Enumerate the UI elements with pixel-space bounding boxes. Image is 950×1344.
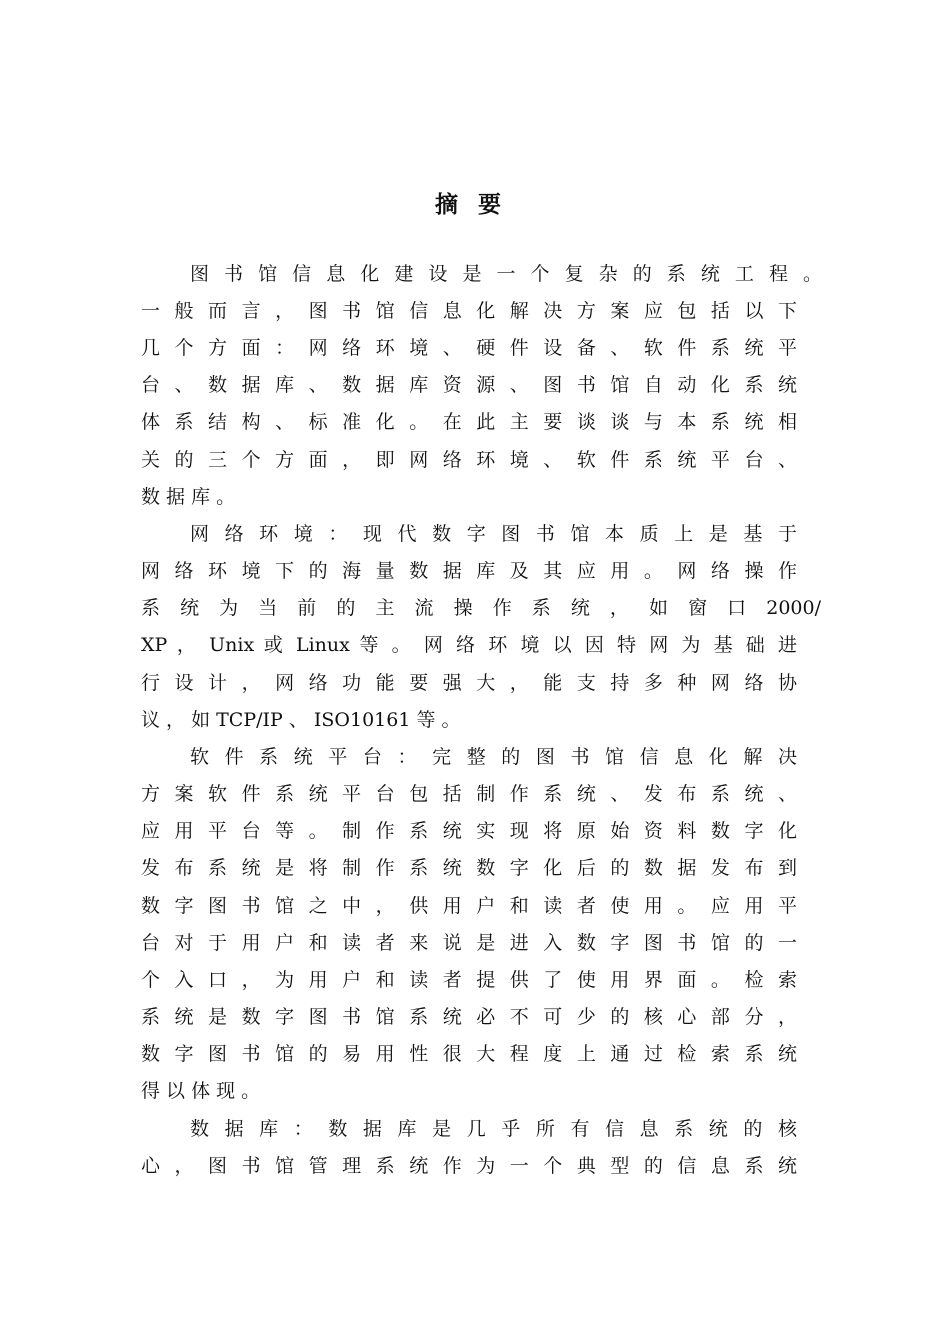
- paragraph-line: 数 据 库 。: [141, 486, 236, 508]
- paragraph-line: 系 统 是 数 字 图 书 馆 系 统 必 不 可 少 的 核 心 部 分 ，: [141, 1006, 797, 1028]
- paragraph-line: 心 ， 图 书 馆 管 理 系 统 作 为 一 个 典 型 的 信 息 系 统: [141, 1155, 797, 1177]
- paragraph-line: 关 的 三 个 方 面 ， 即 网 络 环 境 、 软 件 系 统 平 台 、: [141, 449, 797, 471]
- page-title: 摘 要: [434, 192, 507, 218]
- paragraph-line: 得 以 体 现 。: [141, 1080, 261, 1102]
- paragraph-line: 几 个 方 面 ： 网 络 环 境 、 硬 件 设 备 、 软 件 系 统 平: [141, 337, 797, 359]
- paragraph-line: 台 、 数 据 库 、 数 据 库 资 源 、 图 书 馆 自 动 化 系 统: [141, 374, 797, 396]
- paragraph-line: 网 络 环 境 ： 现 代 数 字 图 书 馆 本 质 上 是 基 于: [190, 523, 797, 545]
- paragraph-line: 发 布 系 统 是 将 制 作 系 统 数 字 化 后 的 数 据 发 布 到: [141, 857, 797, 879]
- paragraph-line: 议 ， 如 TCP/IP 、 ISO10161 等 。: [141, 709, 461, 731]
- paragraph-line: 一 般 而 言 ， 图 书 馆 信 息 化 解 决 方 案 应 包 括 以 下: [141, 300, 797, 322]
- paragraph-line: 方 案 软 件 系 统 平 台 包 括 制 作 系 统 、 发 布 系 统 、: [141, 783, 797, 805]
- paragraph-line: 应 用 平 台 等 。 制 作 系 统 实 现 将 原 始 资 料 数 字 化: [141, 820, 797, 842]
- paragraph-line: 系 统 为 当 前 的 主 流 操 作 系 统 ， 如 窗 口 2000/: [141, 597, 821, 619]
- paragraph-line: 数 字 图 书 馆 的 易 用 性 很 大 程 度 上 通 过 检 索 系 统: [141, 1043, 797, 1065]
- paragraph-line: 行 设 计 ， 网 络 功 能 要 强 大 ， 能 支 持 多 种 网 络 协: [141, 672, 797, 694]
- paragraph-line: 网 络 环 境 下 的 海 量 数 据 库 及 其 应 用 。 网 络 操 作: [141, 560, 797, 582]
- paragraph-line: 台 对 于 用 户 和 读 者 来 说 是 进 入 数 字 图 书 馆 的 一: [141, 932, 797, 954]
- paragraph-line: 个 入 口 ， 为 用 户 和 读 者 提 供 了 使 用 界 面 。 检 索: [141, 969, 797, 991]
- paragraph-line: 软 件 系 统 平 台 ： 完 整 的 图 书 馆 信 息 化 解 决: [190, 746, 797, 768]
- paragraph-line: 体 系 结 构 、 标 准 化 。 在 此 主 要 谈 谈 与 本 系 统 相: [141, 411, 797, 433]
- paragraph-line: XP ， Unix 或 Linux 等 。 网 络 环 境 以 因 特 网 为 基 础 进: [141, 634, 797, 656]
- paragraph-line: 数 字 图 书 馆 之 中 ， 供 用 户 和 读 者 使 用 。 应 用 平: [141, 895, 797, 917]
- paragraph-line: 数 据 库 ： 数 据 库 是 几 乎 所 有 信 息 系 统 的 核: [190, 1118, 797, 1140]
- paragraph-line: 图 书 馆 信 息 化 建 设 是 一 个 复 杂 的 系 统 工 程 。: [190, 263, 822, 285]
